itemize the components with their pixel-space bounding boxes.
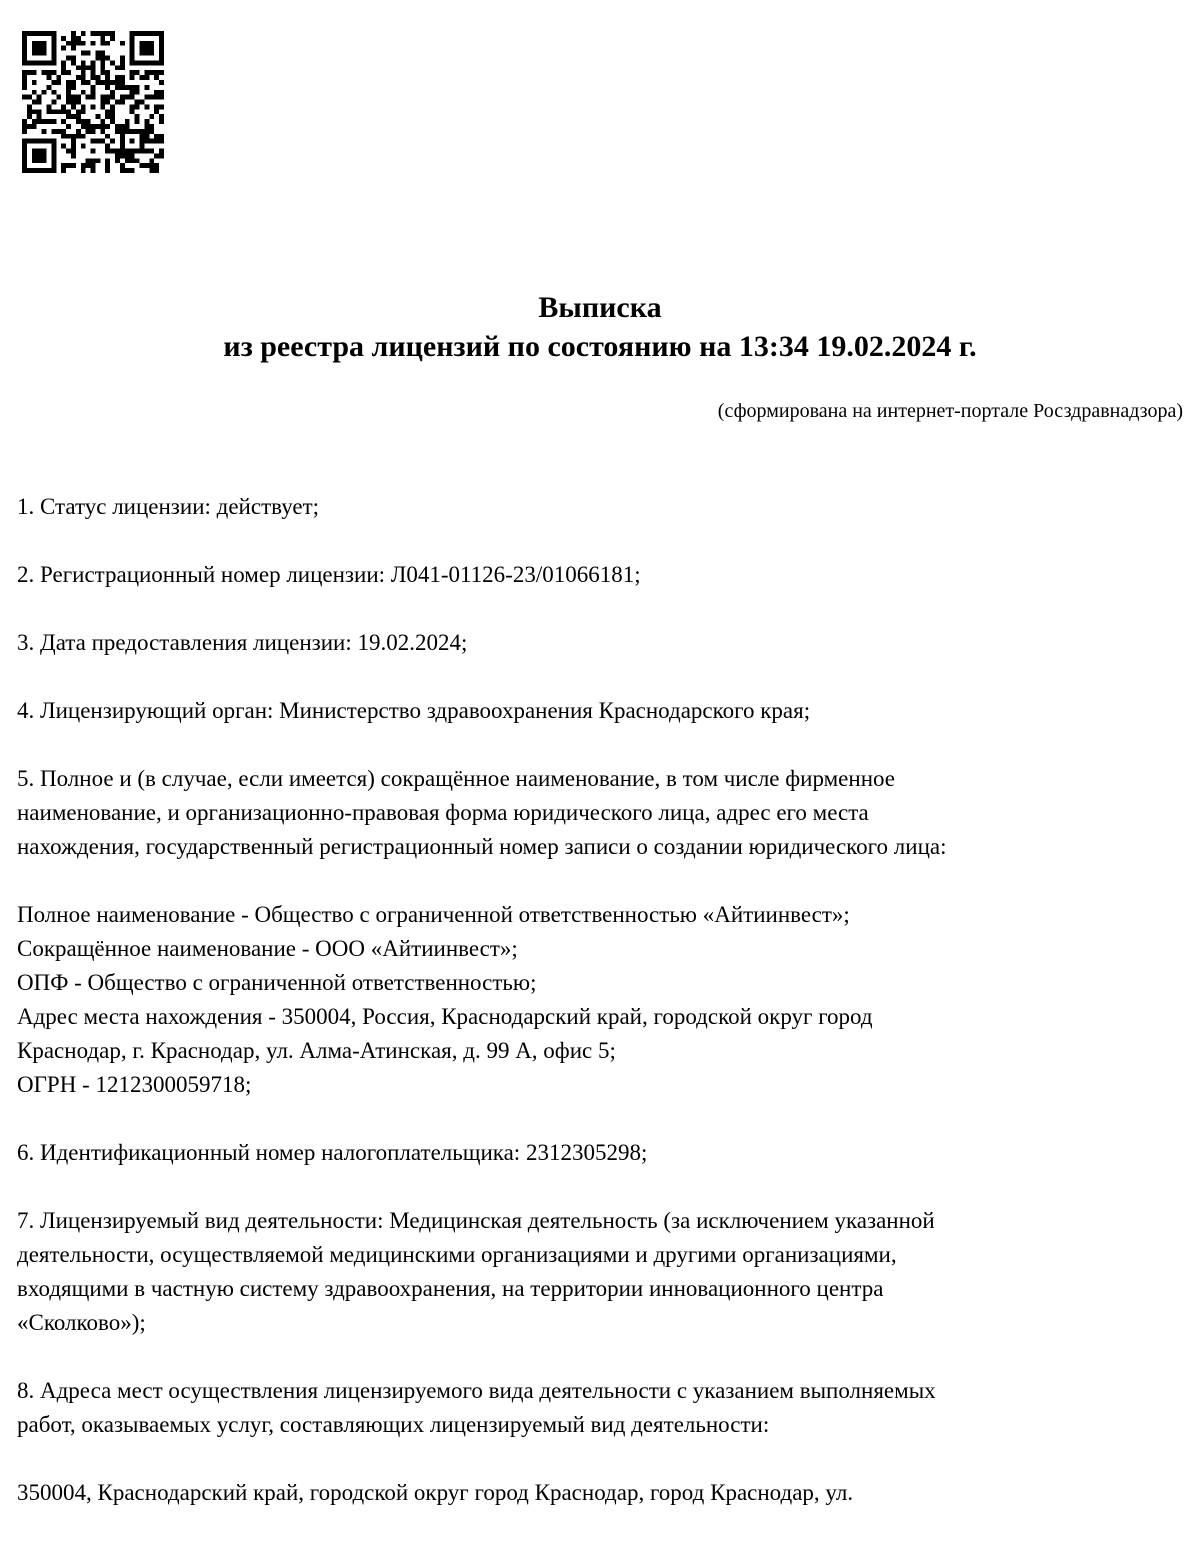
text-line: Сокращённое наименование - ООО «Айтиинвест»; [17,936,518,961]
text-line: входящими в частную систему здравоохранения, на территории инновационного центра [17,1276,884,1301]
qr-code-image [22,31,164,173]
text-line: 350004, Краснодарский край, городской округ город Краснодар, город Краснодар, ул. [17,1480,854,1505]
text-line: ОПФ - Общество с ограниченной ответственностью; [17,970,537,995]
paragraph-activity-address [17,1476,1160,1510]
text-line: Полное наименование - Общество с ограниченной ответственностью «Айтиинвест»; [17,902,850,927]
text-line: деятельности, осуществляемой медицинскими организациями и другими организациями, [17,1242,897,1267]
document-subtitle: (сформирована на интернет-портале Росздравнадзора) [717,400,1183,422]
paragraph-licensed-activity [17,1204,1160,1340]
paragraph-org-details [17,898,1160,1102]
text-line: 1. Статус лицензии: действует; [17,494,320,519]
text-line: работ, оказываемых услуг, составляющих лицензируемый вид деятельности: [17,1412,770,1437]
text-line: «Сколково»); [17,1310,146,1335]
document-body [0,490,1200,1510]
text-line: 6. Идентификационный номер налогоплательщика: 2312305298; [17,1140,648,1165]
document-title [0,0,1200,366]
text-line: Краснодар, г. Краснодар, ул. Алма-Атинская, д. 99 А, офис 5; [17,1038,616,1063]
text-line: наименование, и организационно-правовая форма юридического лица, адрес его места [17,800,869,825]
text-line: 5. Полное и (в случае, если имеется) сокращённое наименование, в том числе фирменное [17,766,895,791]
paragraph-org-info-heading [17,762,1160,864]
text-line: 8. Адреса мест осуществления лицензируемого вида деятельности с указанием выполняемых [17,1378,936,1403]
document-title-line-1: Выписка [538,291,662,324]
paragraph-license-status [17,490,1160,524]
text-line: ОГРН - 1212300059718; [17,1072,252,1097]
text-line: 4. Лицензирующий орган: Министерство здравоохранения Краснодарского края; [17,698,811,723]
text-line: 7. Лицензируемый вид деятельности: Медицинская деятельность (за исключением указанной [17,1208,935,1233]
paragraph-grant-date [17,626,1160,660]
paragraph-taxpayer-number [17,1136,1160,1170]
paragraph-licensing-authority [17,694,1160,728]
paragraph-registration-number [17,558,1160,592]
document-title-line-2: из реестра лицензий по состоянию на 13:34 19.02.2024 г. [223,330,977,363]
text-line: нахождения, государственный регистрационный номер записи о создании юридического лица: [17,834,947,859]
paragraph-addresses-heading [17,1374,1160,1442]
text-line: 2. Регистрационный номер лицензии: Л041-01126-23/01066181; [17,562,641,587]
qr-code [22,31,164,173]
text-line: 3. Дата предоставления лицензии: 19.02.2024; [17,630,468,655]
text-line: Адрес места нахождения - 350004, Россия, Краснодарский край, городской округ город [17,1004,873,1029]
